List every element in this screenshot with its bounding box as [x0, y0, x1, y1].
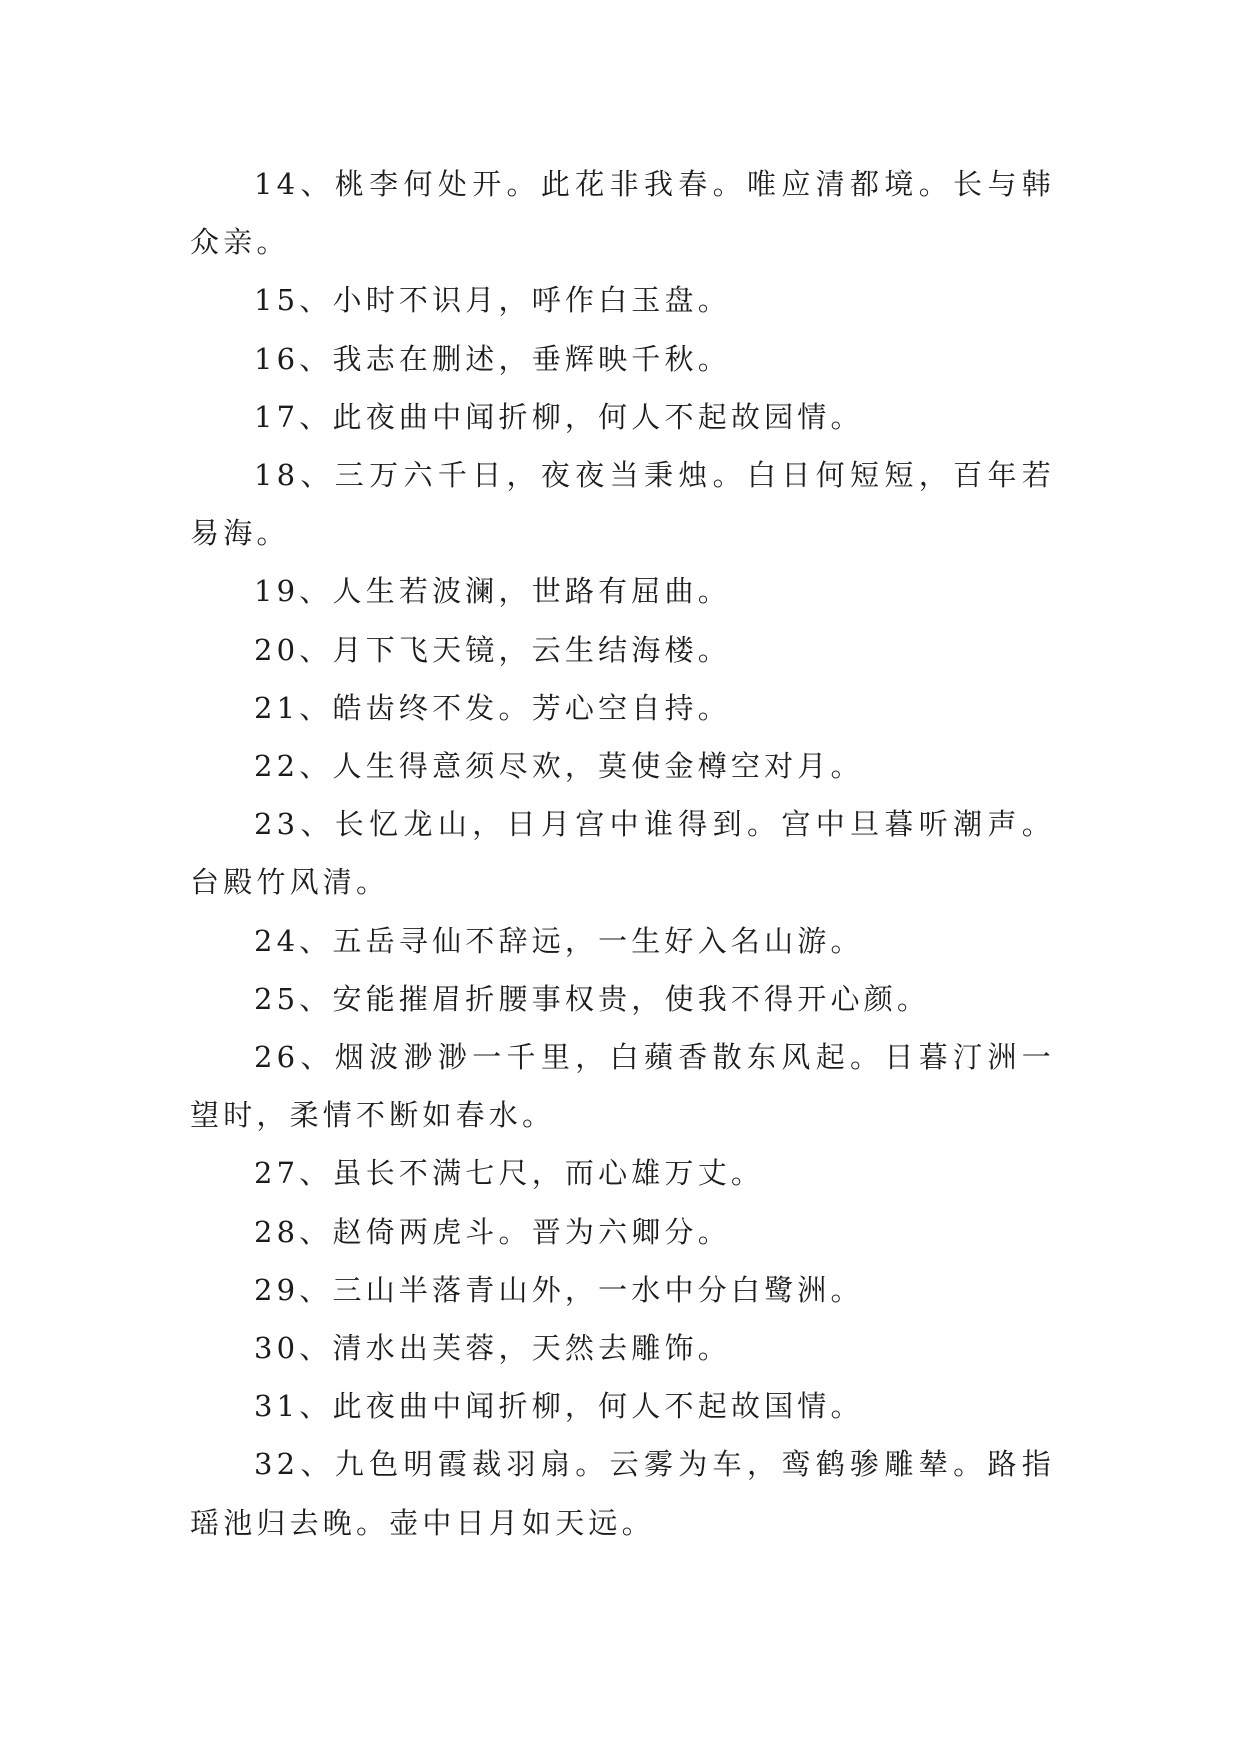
paragraph-16: 16、我志在删述，垂辉映千秋。 — [254, 341, 731, 376]
paragraph-27: 27、虽长不满七尺，而心雄万丈。 — [254, 1156, 765, 1191]
paragraph-20: 20、月下飞天镜，云生结海楼。 — [254, 632, 731, 667]
paragraph-30: 30、清水出芙蓉，天然去雕饰。 — [254, 1331, 731, 1366]
paragraph-28: 28、赵倚两虎斗。晋为六卿分。 — [254, 1214, 731, 1249]
paragraph-32: 32、九色明霞裁羽扇。云雾为车，鸾鹤骖雕辇。路指瑶池归去晚。壶中日月如天远。 — [190, 1447, 1055, 1540]
paragraph-26: 26、烟波渺渺一千里，白蘋香散东风起。日暮汀洲一望时，柔情不断如春水。 — [190, 1040, 1055, 1133]
paragraph-29: 29、三山半落青山外，一水中分白鹭洲。 — [254, 1272, 864, 1307]
paragraph-24: 24、五岳寻仙不辞远，一生好入名山游。 — [254, 923, 864, 958]
paragraph-31: 31、此夜曲中闻折柳，何人不起故国情。 — [254, 1389, 864, 1424]
paragraph-21: 21、皓齿终不发。芳心空自持。 — [254, 690, 731, 725]
document-body — [190, 155, 1055, 1552]
paragraph-23: 23、长忆龙山，日月宫中谁得到。宫中旦暮听潮声。台殿竹风清。 — [190, 807, 1055, 900]
paragraph-25: 25、安能摧眉折腰事权贵，使我不得开心颜。 — [254, 981, 931, 1016]
paragraph-17: 17、此夜曲中闻折柳，何人不起故园情。 — [254, 399, 864, 434]
paragraph-22: 22、人生得意须尽欢，莫使金樽空对月。 — [254, 749, 864, 784]
paragraph-15: 15、小时不识月，呼作白玉盘。 — [254, 283, 731, 318]
paragraph-14: 14、桃李何处开。此花非我春。唯应清都境。长与韩众亲。 — [190, 167, 1055, 260]
paragraph-19: 19、人生若波澜，世路有屈曲。 — [254, 574, 731, 609]
paragraph-18: 18、三万六千日，夜夜当秉烛。白日何短短，百年若易海。 — [190, 458, 1055, 551]
